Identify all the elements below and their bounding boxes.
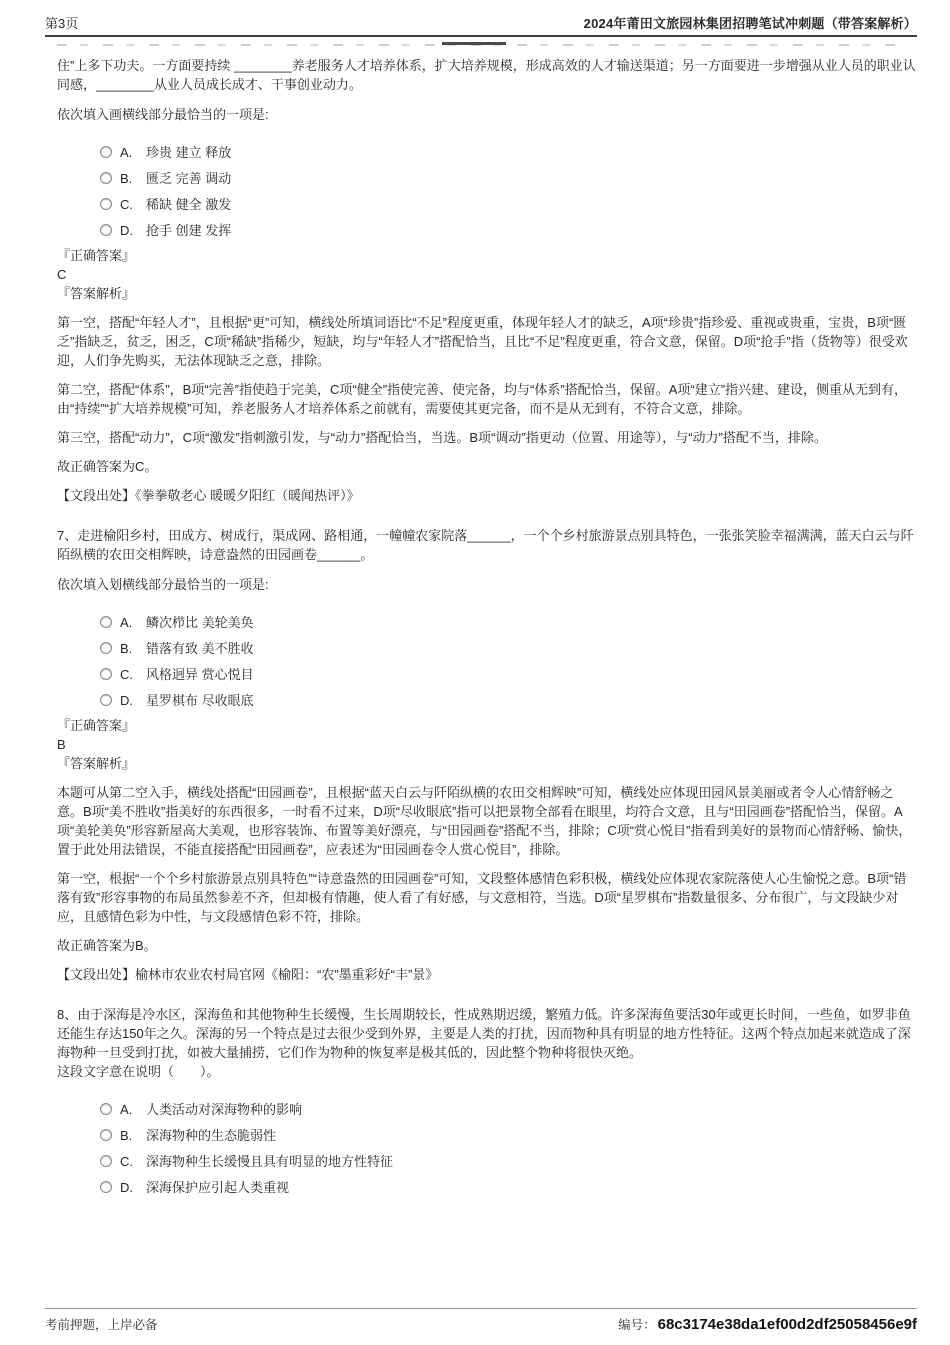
option-letter: D. [120, 692, 133, 708]
question-8-block [45, 1005, 917, 1200]
radio-button-icon[interactable] [100, 1103, 112, 1115]
option-row-c[interactable] [100, 1148, 917, 1174]
option-text: 抢手 创建 发挥 [146, 222, 232, 238]
ghost-underline [442, 42, 506, 45]
option-row-d[interactable] [100, 217, 917, 243]
page-content [45, 36, 917, 1200]
option-row-a[interactable] [100, 1096, 917, 1122]
radio-button-icon[interactable] [100, 198, 112, 210]
question-6-block [45, 56, 917, 505]
document-code: 68c3174e38da1ef00d2df25058456e9f [657, 1316, 917, 1333]
radio-button-icon[interactable] [100, 694, 112, 706]
option-text: 深海物种生长缓慢且具有明显的地方性特征 [146, 1153, 394, 1169]
option-row-a[interactable] [100, 609, 917, 635]
option-text: 错落有致 美不胜收 [146, 640, 254, 656]
option-text: 深海物种的生态脆弱性 [146, 1127, 277, 1143]
option-letter: C. [120, 196, 133, 212]
option-row-a[interactable] [100, 139, 917, 165]
option-letter: A. [120, 614, 133, 630]
option-text: 匮乏 完善 调动 [146, 170, 232, 186]
question-7-block [45, 526, 917, 984]
analysis-paragraph-3: 第三空，搭配“动力”，C项“激发”指刺激引发，与“动力”搭配恰当，当选。B项“调动”指更动（位置、用途等），与“动力”搭配不当，排除。 [57, 430, 827, 445]
question-8-prompt: 这段文字意在说明（ ）。 [57, 1064, 220, 1079]
option-letter: D. [120, 1179, 133, 1195]
option-letter: A. [120, 1101, 133, 1117]
question-6-prompt: 依次填入画横线部分最恰当的一项是: [57, 107, 269, 122]
answer-value: B [57, 737, 66, 752]
doc-title: 2024年莆田文旅园林集团招聘笔试冲刺题（带答案解析） [583, 16, 917, 31]
option-row-b[interactable] [100, 165, 917, 191]
option-text: 稀缺 健全 激发 [146, 196, 232, 212]
analysis-paragraph-2: 第二空，搭配“体系”，B项“完善”指使趋于完美，C项“健全”指使完善、使完备，均与“体系”搭配恰当，保留。A项“建立”指兴建、建设，侧重从无到有，由“持续”“扩大培养规模”可知，养老服务人才培养体系之前就有，需要使其更完备，而不是从无到有，不符合文意，排除。 [57, 382, 908, 416]
option-text: 星罗棋布 尽收眼底 [146, 692, 254, 708]
option-text: 人类活动对深海物种的影响 [146, 1101, 303, 1117]
analysis-label: 『答案解析』 [57, 286, 136, 301]
analysis-label: 『答案解析』 [57, 756, 136, 771]
option-letter: B. [120, 170, 133, 186]
answer-value: C [57, 267, 67, 282]
option-letter: B. [120, 640, 133, 656]
page-number-label: 第3页 [45, 16, 79, 31]
footer-code-wrap [618, 1315, 917, 1333]
page-footer [45, 1308, 917, 1333]
analysis-paragraph-1: 第一空，搭配“年轻人才”，且根据“更”可知，横线处所填词语比“不足”程度更重，体现年轻人才的缺乏，A项“珍贵”指珍爱、重视或贵重，宝贵，B项“匮乏”指缺乏，贫乏，困乏，C项“稀缺”指稀少，短缺，均与“年轻人才”搭配恰当，且比“不足”程度更重，符合文意，保留。D项“抢手”指（货物等）很受欢迎，人们争先购买，无法体现缺乏之意，排除。 [57, 315, 908, 368]
footer-code-label: 编号： [618, 1318, 656, 1332]
option-text: 珍贵 建立 释放 [146, 144, 232, 160]
radio-button-icon[interactable] [100, 1155, 112, 1167]
conclusion-line: 故正确答案为B。 [57, 938, 157, 953]
option-row-b[interactable] [100, 635, 917, 661]
radio-button-icon[interactable] [100, 224, 112, 236]
question-7-passage: 7、走进榆阳乡村，田成方、树成行，渠成网、路相通，一幢幢农家院落______，一个个乡村旅游景点别具特色，一张张笑脸幸福满满，蓝天白云与阡陌纵横的农田交相辉映，诗意盎然的田园画卷______。 [57, 528, 914, 562]
question-8-options [100, 1096, 917, 1200]
radio-button-icon[interactable] [100, 1181, 112, 1193]
option-text: 深海保护应引起人类重视 [146, 1179, 290, 1195]
option-row-c[interactable] [100, 191, 917, 217]
page-header [45, 14, 917, 37]
source-line: 【文段出处】《拳拳敬老心 暖暖夕阳红（暖闻热评）》 [57, 488, 360, 503]
conclusion-line: 故正确答案为C。 [57, 459, 158, 474]
option-row-b[interactable] [100, 1122, 917, 1148]
option-letter: A. [120, 144, 133, 160]
question-6-options [100, 139, 917, 243]
radio-button-icon[interactable] [100, 172, 112, 184]
question-7-answer-block [57, 716, 917, 773]
question-7-prompt: 依次填入划横线部分最恰当的一项是: [57, 577, 269, 592]
radio-button-icon[interactable] [100, 1129, 112, 1141]
analysis-paragraph-2: 第一空，根据“一个个乡村旅游景点别具特色”“诗意盎然的田园画卷”可知，文段整体感情色彩积极，横线处应体现农家院落使人心生愉悦之意。B项“错落有致”形容事物的布局虽然参差不齐，但却极有情趣，使人看了有好感，与文意相符，当选。D项“星罗棋布”指数量很多、分布很广，与文段缺少对应，且感情色彩为中性，与文段感情色彩不符，排除。 [57, 871, 907, 924]
cropped-previous-line [57, 38, 917, 51]
option-letter: C. [120, 666, 133, 682]
question-6-passage: 住”上多下功夫。一方面要持续 ________养老服务人才培养体系，扩大培养规模，形成高效的人才输送渠道；另一方面要进一步增强从业人员的职业认同感，________从业人员成长成才、干事创业动力。 [57, 58, 916, 92]
radio-button-icon[interactable] [100, 616, 112, 628]
option-row-d[interactable] [100, 1174, 917, 1200]
option-row-c[interactable] [100, 661, 917, 687]
analysis-paragraph-1: 本题可从第二空入手，横线处搭配“田园画卷”，且根据“蓝天白云与阡陌纵横的农田交相辉映”可知，横线处应体现田园风景美丽或者令人心情舒畅之意。B项“美不胜收”指美好的东西很多，一时看不过来，D项“尽收眼底”指可以把景物全部看在眼里，均符合文意，且与“田园画卷”搭配恰当，保留。A项“美轮美奂”形容新屋高大美观，也形容装饰、布置等美好漂亮，与“田园画卷”搭配不当，排除；C项“赏心悦目”指看到美好的景物而心情舒畅、愉快，置于此处用法错误，不能直接搭配“田园画卷”，应表述为“田园画卷令人赏心悦目”，排除。 [57, 785, 912, 857]
option-letter: B. [120, 1127, 133, 1143]
radio-button-icon[interactable] [100, 668, 112, 680]
option-text: 风格迥异 赏心悦目 [146, 666, 254, 682]
answer-label: 『正确答案』 [57, 718, 136, 733]
question-7-options [100, 609, 917, 713]
option-letter: C. [120, 1153, 133, 1169]
option-letter: D. [120, 222, 133, 238]
question-6-answer-block [57, 246, 917, 303]
answer-label: 『正确答案』 [57, 248, 136, 263]
question-8-passage: 8、由于深海是冷水区，深海鱼和其他物种生长缓慢，生长周期较长，性成熟期迟缓，繁殖力低。许多深海鱼要活30年或更长时间，一些鱼，如罗非鱼还能生存达150年之久。深海的另一个特点是过去很少受到外界，主要是人类的打扰，因而物种具有明显的地方性特征。这两个特点加起来就造成了深海物种一旦受到打扰，如被大量捕捞，它们作为物种的恢复率是极其低的，因此整个物种将很快灭绝。 [57, 1007, 911, 1060]
radio-button-icon[interactable] [100, 642, 112, 654]
radio-button-icon[interactable] [100, 146, 112, 158]
source-line: 【文段出处】榆林市农业农村局官网《榆阳：“农”墨重彩好“丰”景》 [57, 967, 439, 982]
footer-slogan: 考前押题，上岸必备 [45, 1318, 158, 1332]
option-row-d[interactable] [100, 687, 917, 713]
option-text: 鳞次栉比 美轮美奂 [146, 614, 254, 630]
